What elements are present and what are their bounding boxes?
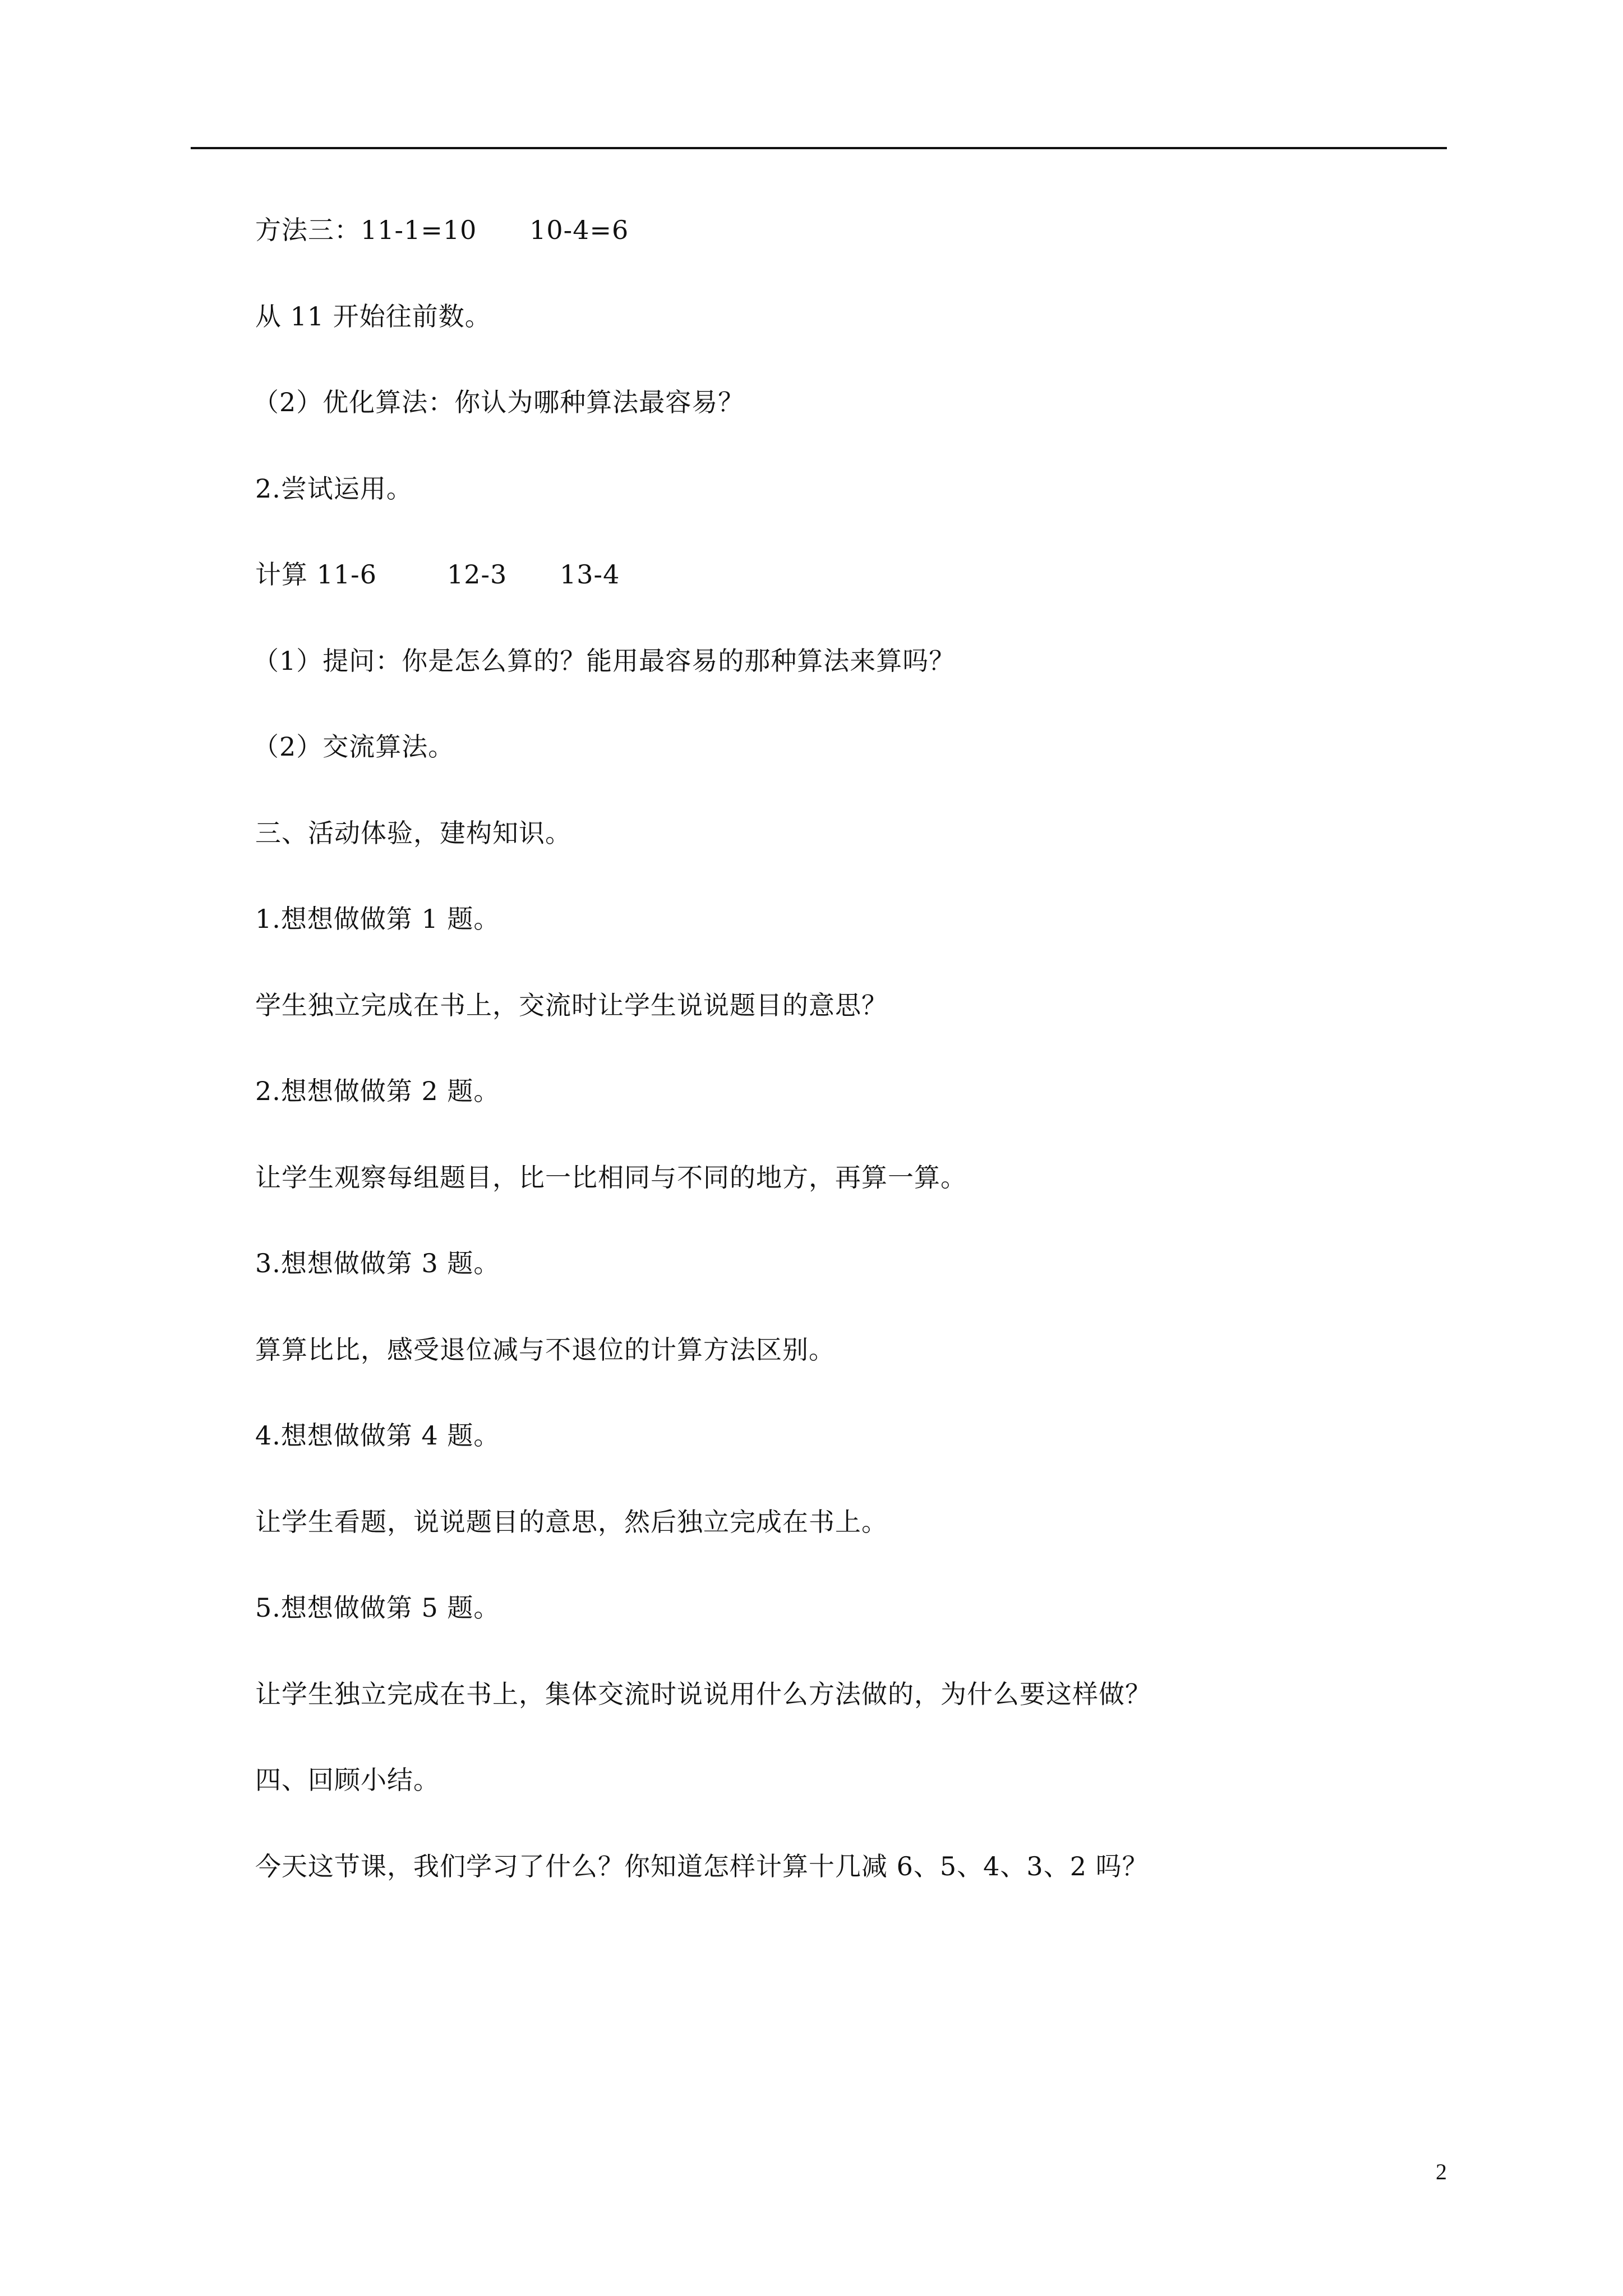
paragraph-line: 让学生观察每组题目，比一比相同与不同的地方，再算一算。 — [255, 1162, 967, 1193]
header-rule — [191, 147, 1447, 149]
paragraph-line: 从 11 开始往前数。 — [255, 301, 491, 332]
paragraph-line: 今天这节课，我们学习了什么？你知道怎样计算十几减 6、5、4、3、2 吗？ — [255, 1851, 1149, 1881]
paragraph-line: 3.想想做做第 3 题。 — [255, 1248, 500, 1278]
paragraph-line: 让学生看题，说说题目的意思，然后独立完成在书上。 — [255, 1506, 888, 1537]
paragraph-line: 算算比比，感受退位减与不退位的计算方法区别。 — [255, 1334, 835, 1365]
paragraph-line: 4.想想做做第 4 题。 — [255, 1420, 500, 1451]
paragraph-line: 计算 11-6 12-3 13-4 — [255, 559, 620, 590]
paragraph-line: （2）交流算法。 — [253, 731, 455, 762]
section-heading: 三、活动体验，建构知识。 — [255, 817, 571, 848]
paragraph-line: 5.想想做做第 5 题。 — [255, 1593, 500, 1623]
paragraph-line: 让学生独立完成在书上，集体交流时说说用什么方法做的，为什么要这样做？ — [255, 1678, 1151, 1709]
paragraph-line: 1.想想做做第 1 题。 — [255, 904, 500, 934]
document-body — [255, 209, 1447, 1931]
page-number: 2 — [1436, 2159, 1447, 2184]
paragraph-line: 2.想想做做第 2 题。 — [255, 1076, 500, 1106]
paragraph-line: （2）优化算法：你认为哪种算法最容易？ — [253, 387, 745, 417]
paragraph-line: 2.尝试运用。 — [255, 473, 413, 504]
paragraph-line: 学生独立完成在书上，交流时让学生说说题目的意思？ — [255, 990, 888, 1020]
paragraph-line: 方法三：11-1=10 10-4=6 — [255, 215, 629, 245]
paragraph-line: （1）提问：你是怎么算的？能用最容易的那种算法来算吗？ — [253, 645, 956, 676]
section-heading: 四、回顾小结。 — [255, 1765, 440, 1795]
